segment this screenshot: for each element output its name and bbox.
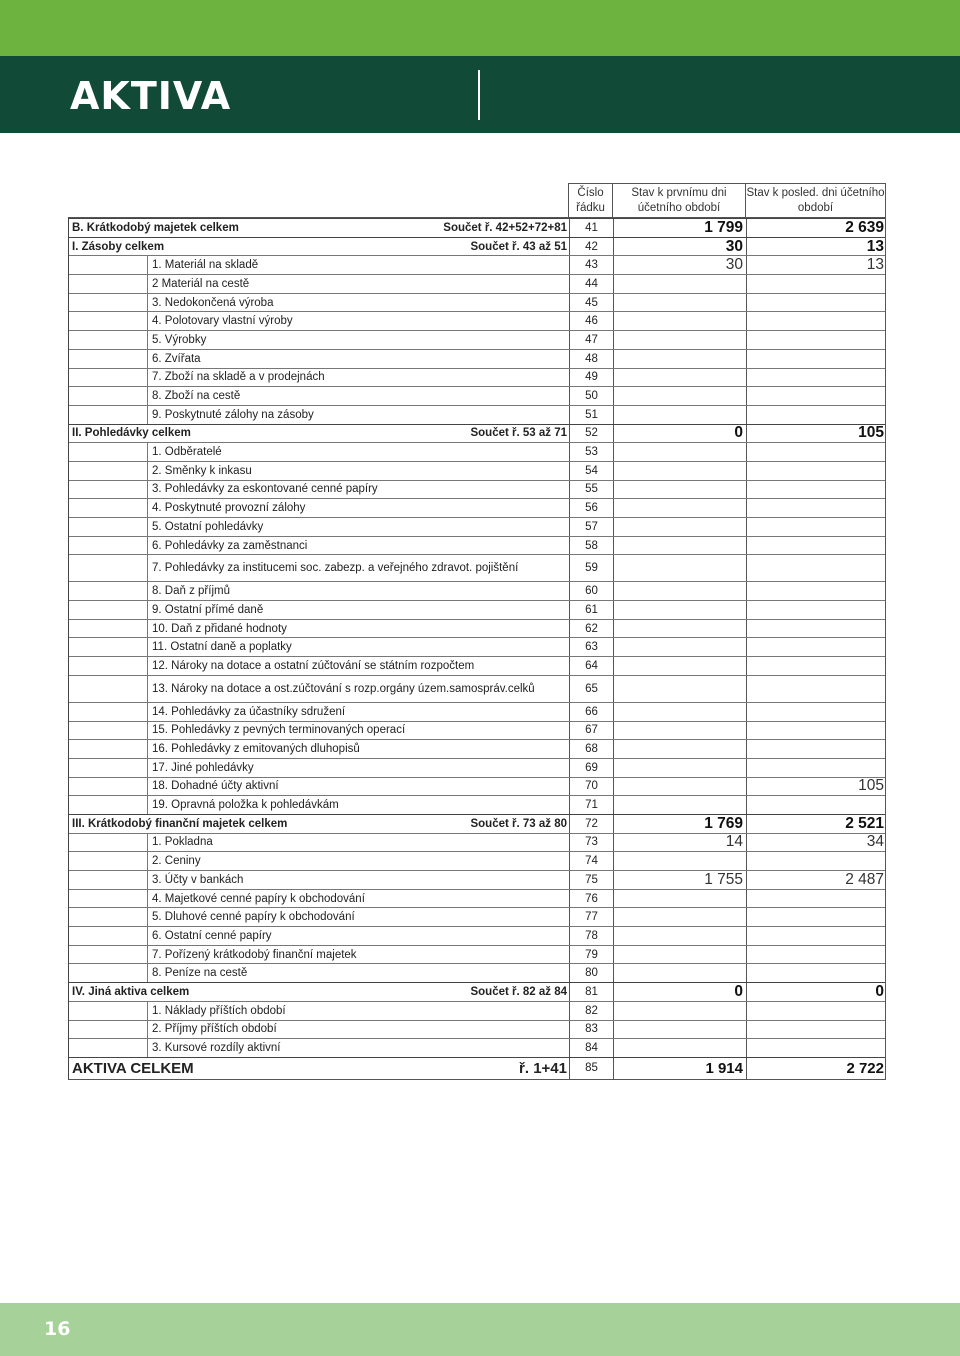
- table-row: [69, 637, 885, 656]
- table-row: [69, 480, 885, 499]
- row-number: 81: [569, 983, 614, 1001]
- value-last-day: [747, 481, 887, 499]
- row-label: 5. Dluhové cenné papíry k obchodování: [147, 908, 355, 926]
- value-first-day: [614, 601, 747, 619]
- value-first-day: [614, 294, 747, 312]
- value-first-day: [614, 499, 747, 517]
- row-label: 9. Ostatní přímé daně: [147, 601, 263, 619]
- row-label: 4. Majetkové cenné papíry k obchodování: [147, 890, 365, 908]
- value-first-day: [614, 406, 747, 424]
- row-number: 62: [569, 620, 614, 638]
- row-label: 5. Výrobky: [147, 331, 206, 349]
- row-label: 1. Pokladna: [147, 834, 213, 852]
- row-number: 56: [569, 499, 614, 517]
- value-last-day: [747, 676, 887, 702]
- row-label: 6. Pohledávky za zaměstnanci: [147, 537, 307, 555]
- row-number: 67: [569, 722, 614, 740]
- row-label: 10. Daň z přidané hodnoty: [147, 620, 287, 638]
- table-row: [69, 218, 885, 237]
- table-row: [69, 1020, 885, 1039]
- value-first-day: [614, 518, 747, 536]
- value-last-day: 105: [858, 424, 884, 442]
- table-row: [69, 1057, 885, 1079]
- value-last-day: [747, 1002, 887, 1020]
- row-label: 2 Materiál na cestě: [147, 275, 249, 293]
- value-last-day: [747, 312, 887, 330]
- row-label: 18. Dohadné účty aktivní: [147, 778, 279, 796]
- table-row: [69, 702, 885, 721]
- row-number: 53: [569, 443, 614, 461]
- table-row: [69, 739, 885, 758]
- value-last-day: [747, 908, 887, 926]
- value-first-day: [614, 676, 747, 702]
- row-label: 2. Směnky k inkasu: [147, 462, 252, 480]
- table-row: [69, 311, 885, 330]
- value-first-day: [614, 946, 747, 964]
- table-row: [69, 255, 885, 274]
- table-row: [69, 581, 885, 600]
- value-first-day: [614, 1002, 747, 1020]
- value-last-day: [747, 657, 887, 675]
- row-label: 1. Odběratelé: [147, 443, 222, 461]
- table-row: [69, 945, 885, 964]
- value-first-day: [614, 964, 747, 982]
- row-number: 66: [569, 703, 614, 721]
- row-number: 45: [569, 294, 614, 312]
- value-first-day: 14: [614, 834, 747, 852]
- value-last-day: [747, 852, 887, 870]
- value-first-day: [614, 312, 747, 330]
- value-first-day: [614, 908, 747, 926]
- row-sum-formula: Součet ř. 73 až 80: [470, 817, 567, 830]
- value-first-day: [614, 759, 747, 777]
- table-row: [69, 721, 885, 740]
- table-row: [69, 795, 885, 814]
- row-label: I. Zásoby celkem: [72, 240, 165, 253]
- table-row: [69, 517, 885, 536]
- table-row: [69, 424, 885, 443]
- value-last-day: [747, 638, 887, 656]
- table-row: [69, 536, 885, 555]
- value-last-day: [747, 890, 887, 908]
- row-label: 19. Opravná položka k pohledávkám: [147, 796, 339, 814]
- table-row: [69, 675, 885, 702]
- row-number: 61: [569, 601, 614, 619]
- page-title: AKTIVA: [70, 74, 232, 118]
- value-first-day: [614, 1021, 747, 1039]
- table-row: [69, 461, 885, 480]
- value-first-day: [614, 537, 747, 555]
- value-first-day: 1 799: [614, 219, 747, 237]
- row-number: 77: [569, 908, 614, 926]
- value-first-day: [614, 275, 747, 293]
- row-number: 47: [569, 331, 614, 349]
- row-label: 16. Pohledávky z emitovaných dluhopisů: [147, 740, 360, 758]
- table-row: [69, 330, 885, 349]
- row-label: II. Pohledávky celkem: [72, 427, 191, 440]
- table-row: [69, 619, 885, 638]
- table-row: [69, 498, 885, 517]
- row-number: 83: [569, 1021, 614, 1039]
- row-label: 17. Jiné pohledávky: [147, 759, 254, 777]
- value-first-day: [614, 582, 747, 600]
- value-first-day: [614, 369, 747, 387]
- table-row: [69, 889, 885, 908]
- row-sum-formula: Součet ř. 43 až 51: [470, 240, 567, 253]
- row-number: 52: [569, 425, 614, 443]
- value-last-day: [747, 275, 887, 293]
- value-last-day: 2 639: [845, 218, 884, 236]
- row-number: 55: [569, 481, 614, 499]
- value-first-day: 1 914: [614, 1058, 747, 1079]
- row-label: 6. Zvířata: [147, 350, 201, 368]
- col-header-first: Stav k prvnímu dni účetního období: [613, 183, 746, 217]
- row-label: 3. Účty v bankách: [147, 871, 243, 889]
- value-last-day: [747, 927, 887, 945]
- value-last-day: [747, 406, 887, 424]
- value-last-day: [747, 518, 887, 536]
- row-label: 8. Zboží na cestě: [147, 387, 240, 405]
- value-first-day: [614, 927, 747, 945]
- row-label: B. Krátkodobý majetek celkem: [72, 221, 239, 234]
- value-last-day: [747, 740, 887, 758]
- row-number: 54: [569, 462, 614, 480]
- value-last-day: 13: [866, 256, 884, 274]
- table-row: [69, 870, 885, 889]
- table-row: [69, 982, 885, 1001]
- value-first-day: [614, 350, 747, 368]
- header-divider: [478, 70, 480, 120]
- value-first-day: [614, 703, 747, 721]
- row-label: 4. Polotovary vlastní výroby: [147, 312, 293, 330]
- row-label: 15. Pohledávky z pevných terminovaných operací: [147, 722, 405, 740]
- value-last-day: [747, 722, 887, 740]
- row-number: 72: [569, 815, 614, 833]
- table-row: [69, 237, 885, 256]
- row-number: 43: [569, 256, 614, 274]
- value-first-day: 1 769: [614, 815, 747, 833]
- row-label: 1. Materiál na skladě: [147, 256, 258, 274]
- col-header-cislo: Číslo řádku: [568, 183, 613, 217]
- table-row: [69, 405, 885, 424]
- value-first-day: [614, 778, 747, 796]
- table-header: [68, 183, 886, 217]
- top-accent-bar: [0, 0, 960, 56]
- value-last-day: [747, 582, 887, 600]
- value-last-day: [747, 796, 887, 814]
- value-first-day: [614, 555, 747, 581]
- row-sum-formula: Součet ř. 82 až 84: [470, 985, 567, 998]
- value-first-day: 30: [614, 238, 747, 256]
- value-last-day: [747, 499, 887, 517]
- row-label: 2. Příjmy příštích období: [147, 1021, 277, 1039]
- value-last-day: [747, 331, 887, 349]
- row-number: 58: [569, 537, 614, 555]
- row-sum-formula: ř. 1+41: [519, 1059, 567, 1077]
- table-row: [69, 963, 885, 982]
- row-label: 11. Ostatní daně a poplatky: [147, 638, 292, 656]
- value-last-day: [747, 946, 887, 964]
- value-last-day: 0: [875, 982, 884, 1000]
- row-number: 82: [569, 1002, 614, 1020]
- row-number: 57: [569, 518, 614, 536]
- row-label: AKTIVA CELKEM: [72, 1059, 194, 1077]
- value-last-day: 2 521: [845, 814, 884, 832]
- row-number: 69: [569, 759, 614, 777]
- value-first-day: 1 755: [614, 871, 747, 889]
- row-label: 7. Pohledávky za institucemi soc. zabezp. a veřejného zdravot. pojištění: [147, 555, 518, 581]
- value-first-day: 30: [614, 256, 747, 274]
- row-number: 50: [569, 387, 614, 405]
- row-label: 5. Ostatní pohledávky: [147, 518, 263, 536]
- value-first-day: [614, 740, 747, 758]
- table-row: [69, 368, 885, 387]
- table-row: [69, 758, 885, 777]
- value-first-day: [614, 890, 747, 908]
- value-last-day: [747, 369, 887, 387]
- row-number: 76: [569, 890, 614, 908]
- row-number: 85: [569, 1058, 614, 1079]
- value-last-day: [747, 555, 887, 581]
- value-first-day: [614, 852, 747, 870]
- value-last-day: 105: [858, 777, 884, 795]
- value-last-day: [747, 294, 887, 312]
- table-row: [69, 851, 885, 870]
- table-row: [69, 926, 885, 945]
- col-header-last: Stav k posled. dni účetního období: [746, 183, 886, 217]
- row-sum-formula: Součet ř. 42+52+72+81: [443, 221, 567, 234]
- value-last-day: 2 722: [846, 1059, 884, 1077]
- value-first-day: [614, 796, 747, 814]
- value-last-day: [747, 350, 887, 368]
- table-row: [69, 442, 885, 461]
- table-row: [69, 1001, 885, 1020]
- row-label: 4. Poskytnuté provozní zálohy: [147, 499, 305, 517]
- row-number: 80: [569, 964, 614, 982]
- table-row: [69, 1038, 885, 1057]
- value-first-day: [614, 481, 747, 499]
- table-row: [69, 907, 885, 926]
- table-row: [69, 554, 885, 581]
- row-label: 7. Pořízený krátkodobý finanční majetek: [147, 946, 357, 964]
- value-last-day: [747, 1021, 887, 1039]
- table-row: [69, 600, 885, 619]
- row-number: 51: [569, 406, 614, 424]
- row-label: 3. Pohledávky za eskontované cenné papíry: [147, 481, 378, 499]
- value-first-day: 0: [614, 983, 747, 1001]
- row-number: 59: [569, 555, 614, 581]
- table-body: [68, 217, 886, 1080]
- table-row: [69, 833, 885, 852]
- row-number: 42: [569, 238, 614, 256]
- row-number: 65: [569, 676, 614, 702]
- value-last-day: 2 487: [845, 870, 884, 888]
- row-label: 7. Zboží na skladě a v prodejnách: [147, 369, 325, 387]
- value-last-day: 34: [866, 833, 884, 851]
- table-row: [69, 777, 885, 796]
- row-number: 48: [569, 350, 614, 368]
- row-label: IV. Jiná aktiva celkem: [72, 985, 190, 998]
- row-number: 46: [569, 312, 614, 330]
- row-label: 3. Nedokončená výroba: [147, 294, 273, 312]
- row-number: 44: [569, 275, 614, 293]
- row-number: 71: [569, 796, 614, 814]
- table-row: [69, 349, 885, 368]
- value-first-day: [614, 620, 747, 638]
- table-row: [69, 293, 885, 312]
- row-number: 75: [569, 871, 614, 889]
- row-number: 79: [569, 946, 614, 964]
- row-sum-formula: Součet ř. 53 až 71: [470, 427, 567, 440]
- row-number: 73: [569, 834, 614, 852]
- value-first-day: [614, 462, 747, 480]
- value-last-day: [747, 537, 887, 555]
- row-label: 6. Ostatní cenné papíry: [147, 927, 272, 945]
- table-row: [69, 814, 885, 833]
- row-number: 78: [569, 927, 614, 945]
- row-number: 60: [569, 582, 614, 600]
- value-first-day: [614, 387, 747, 405]
- value-first-day: [614, 638, 747, 656]
- value-last-day: [747, 703, 887, 721]
- value-last-day: [747, 601, 887, 619]
- value-last-day: [747, 462, 887, 480]
- value-first-day: [614, 443, 747, 461]
- row-label: 12. Nároky na dotace a ostatní zúčtování se státním rozpočtem: [147, 657, 474, 675]
- value-first-day: [614, 657, 747, 675]
- value-last-day: 13: [866, 237, 884, 255]
- value-last-day: [747, 964, 887, 982]
- row-label: 13. Nároky na dotace a ost.zúčtování s rozp.orgány územ.samospráv.celků: [147, 676, 535, 702]
- row-number: 84: [569, 1039, 614, 1057]
- value-last-day: [747, 1039, 887, 1057]
- value-first-day: 0: [614, 425, 747, 443]
- value-first-day: [614, 1039, 747, 1057]
- row-label: III. Krátkodobý finanční majetek celkem: [72, 817, 288, 830]
- value-first-day: [614, 331, 747, 349]
- row-label: 3. Kursové rozdíly aktivní: [147, 1039, 280, 1057]
- value-last-day: [747, 387, 887, 405]
- table-row: [69, 656, 885, 675]
- row-label: 8. Peníze na cestě: [147, 964, 247, 982]
- value-first-day: [614, 722, 747, 740]
- row-label: 9. Poskytnuté zálohy na zásoby: [147, 406, 314, 424]
- row-number: 64: [569, 657, 614, 675]
- row-number: 68: [569, 740, 614, 758]
- value-last-day: [747, 443, 887, 461]
- value-last-day: [747, 620, 887, 638]
- row-number: 70: [569, 778, 614, 796]
- page-number: 16: [44, 1318, 71, 1340]
- row-number: 63: [569, 638, 614, 656]
- row-number: 41: [569, 219, 614, 237]
- row-number: 49: [569, 369, 614, 387]
- row-label: 8. Daň z příjmů: [147, 582, 230, 600]
- row-label: 1. Náklady příštích období: [147, 1002, 286, 1020]
- table-row: [69, 274, 885, 293]
- row-label: 14. Pohledávky za účastníky sdružení: [147, 703, 345, 721]
- value-last-day: [747, 759, 887, 777]
- balance-sheet-table: [68, 183, 886, 1080]
- footer-band: [0, 1303, 960, 1356]
- row-label: 2. Ceniny: [147, 852, 201, 870]
- table-row: [69, 386, 885, 405]
- row-number: 74: [569, 852, 614, 870]
